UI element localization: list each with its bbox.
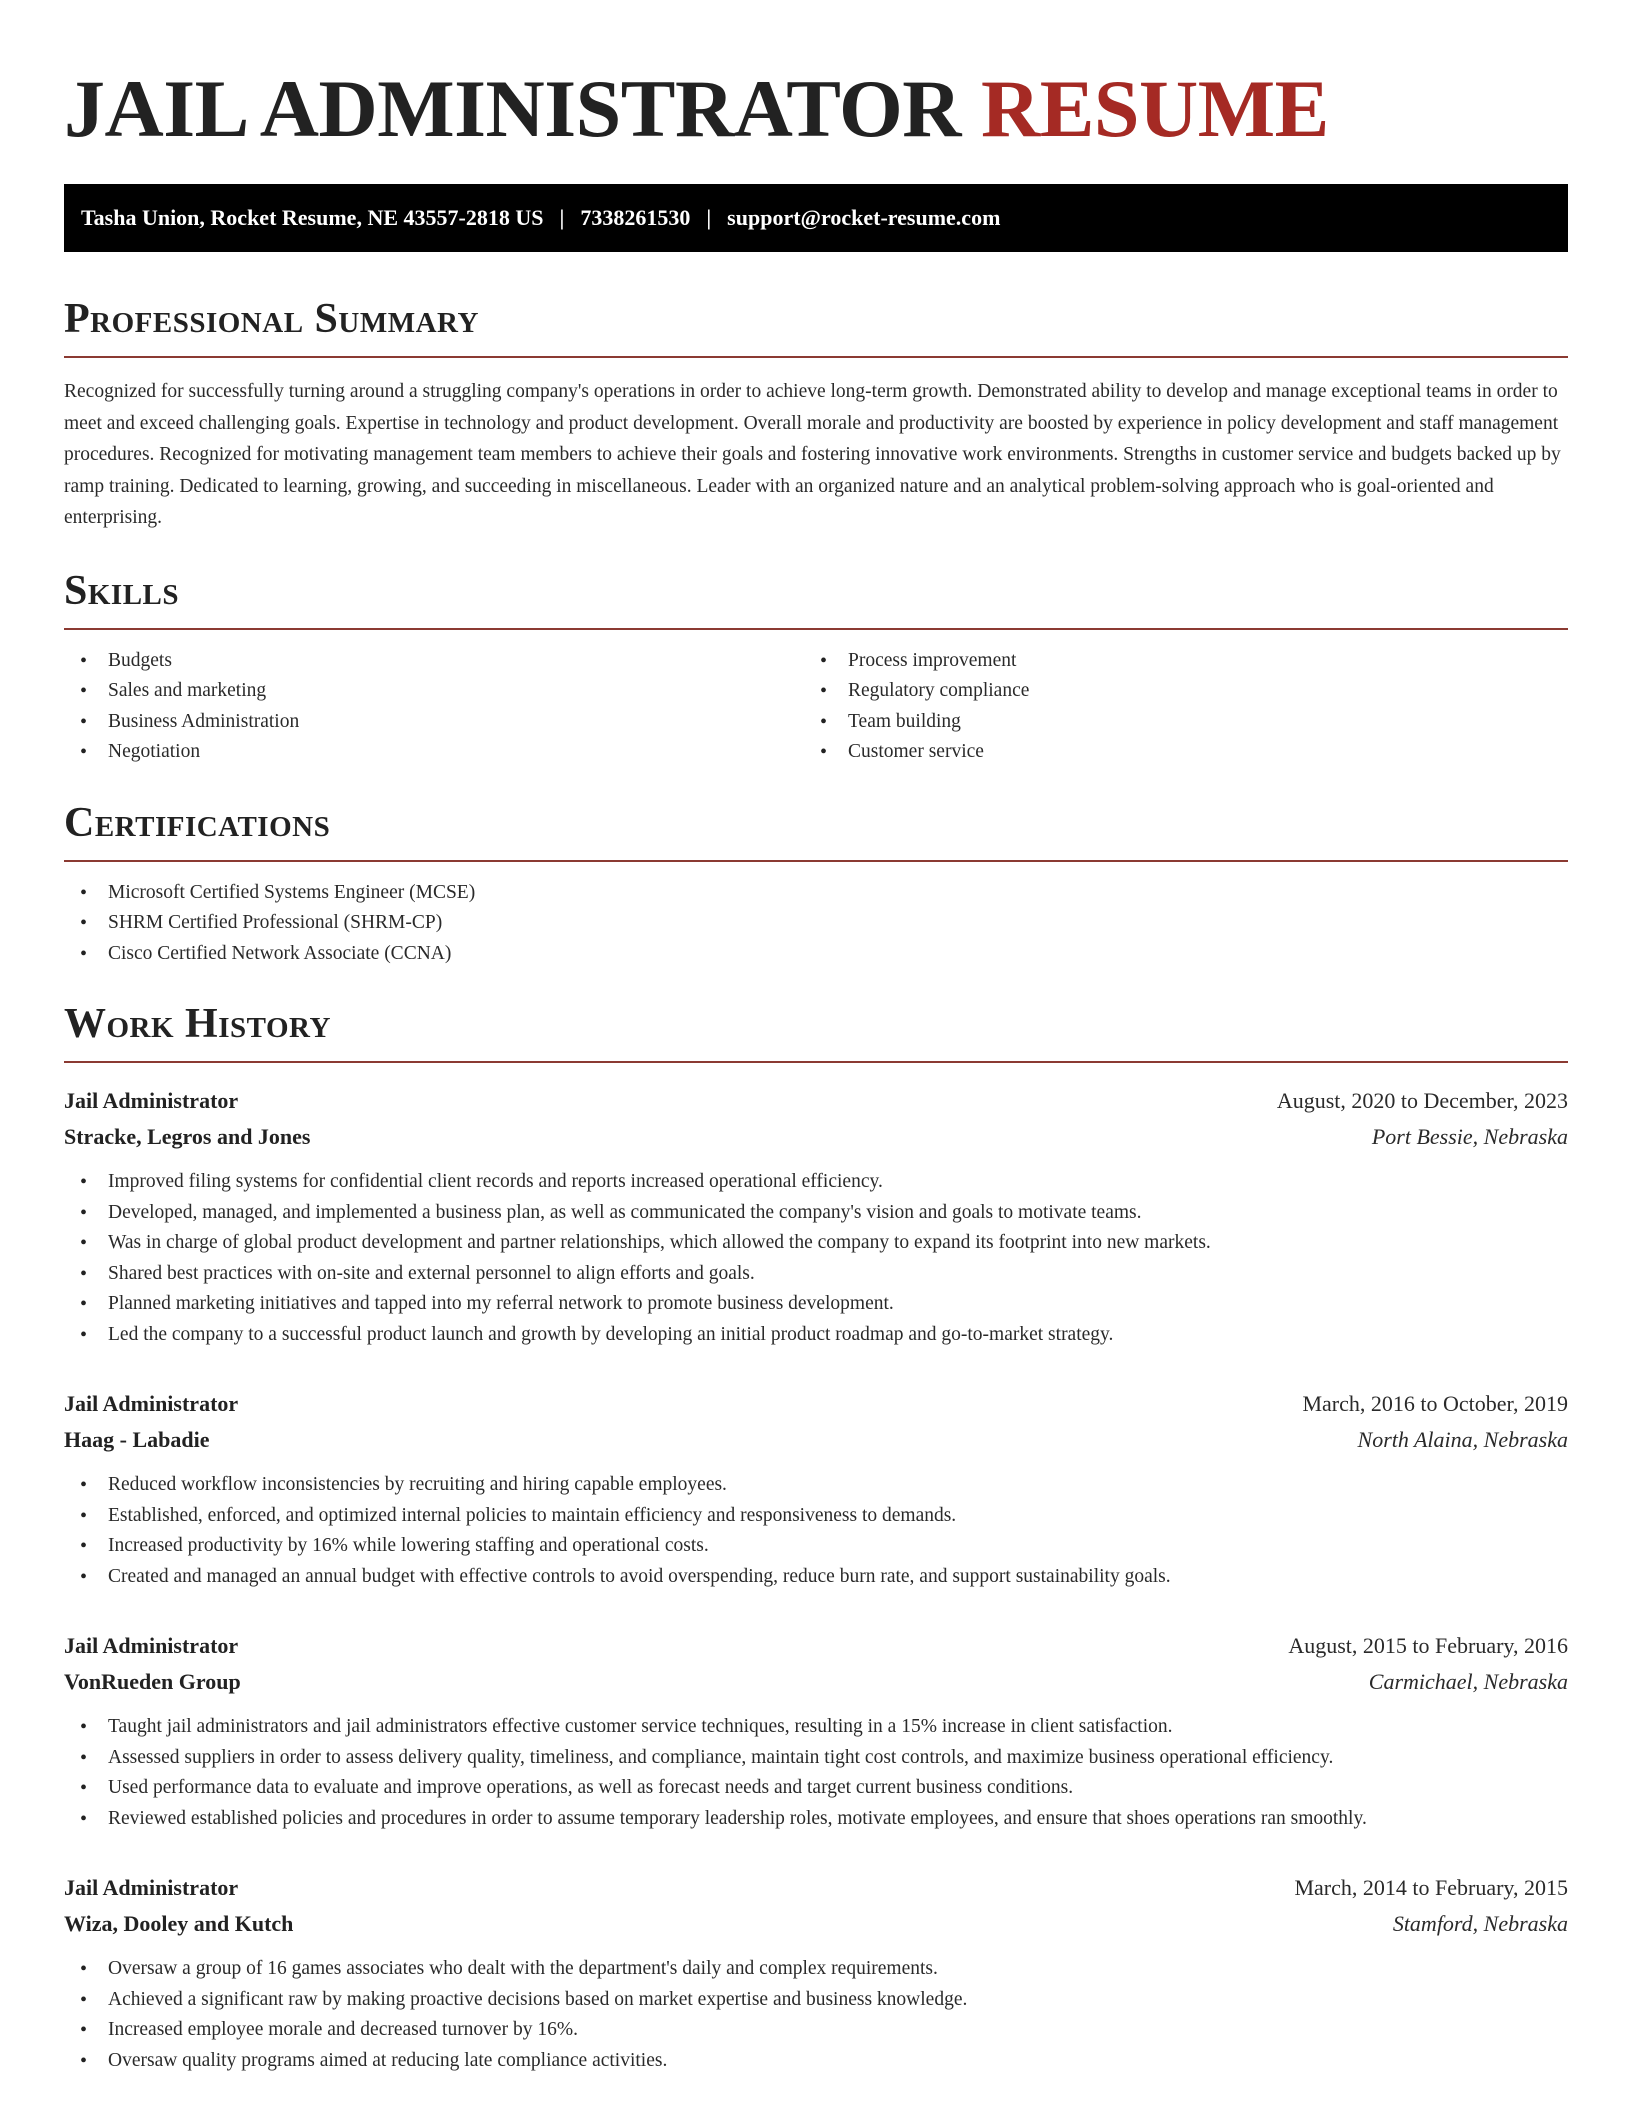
contact-separator: | — [559, 205, 565, 230]
job-company: Stracke, Legros and Jones — [64, 1124, 311, 1149]
job-bullet: • Reduced workflow inconsistencies by recruiting and hiring capable employees. — [64, 1470, 1568, 1501]
section-heading-certifications: Certifications — [64, 802, 1568, 862]
job-company: Wiza, Dooley and Kutch — [64, 1911, 294, 1936]
job-company: VonRueden Group — [64, 1669, 241, 1694]
job-bullet: • Shared best practices with on-site and external personnel to align efforts and goals. — [64, 1259, 1568, 1290]
job-company-row — [64, 1906, 1568, 1942]
job-bullet: • Used performance data to evaluate and improve operations, as well as forecast needs and target current business conditions. — [64, 1773, 1568, 1804]
job-bullet: • Created and managed an annual budget with effective controls to avoid overspending, reduce burn rate, and support sustainability goals. — [64, 1562, 1568, 1593]
skill-item: • Regulatory compliance — [804, 676, 1544, 707]
skill-item: • Team building — [804, 707, 1544, 738]
job-company-row — [64, 1422, 1568, 1458]
job-title: Jail Administrator — [64, 1088, 239, 1113]
job-header-row — [64, 1083, 1568, 1119]
job-entry — [64, 1628, 1568, 1834]
job-location: Port Bessie, Nebraska — [1371, 1124, 1568, 1149]
job-company: Haag - Labadie — [64, 1427, 210, 1452]
job-dates: August, 2015 to February, 2016 — [1288, 1633, 1568, 1658]
job-bullets — [64, 1167, 1568, 1350]
job-bullets — [64, 1954, 1568, 2076]
job-entry — [64, 1083, 1568, 1350]
job-entry — [64, 1386, 1568, 1592]
job-company-row — [64, 1119, 1568, 1155]
section-heading-summary: Professional Summary — [64, 298, 1568, 358]
job-bullet: • Developed, managed, and implemented a business plan, as well as communicated the company's vision and goals to motivate teams. — [64, 1198, 1568, 1229]
job-location: Stamford, Nebraska — [1392, 1911, 1568, 1936]
job-location: North Alaina, Nebraska — [1357, 1427, 1568, 1452]
job-bullets — [64, 1712, 1568, 1834]
certifications-section — [64, 799, 1568, 970]
job-location: Carmichael, Nebraska — [1368, 1669, 1568, 1694]
job-dates: August, 2020 to December, 2023 — [1276, 1088, 1568, 1113]
job-bullet: • Assessed suppliers in order to assess delivery quality, timeliness, and compliance, maintain tight cost controls, and maximize business operational efficiency. — [64, 1743, 1568, 1774]
skill-item: • Business Administration — [64, 707, 804, 738]
title-main: JAIL ADMINISTRATOR — [64, 63, 962, 154]
skills-list-left — [64, 646, 804, 768]
certification-item: • SHRM Certified Professional (SHRM-CP) — [64, 908, 1568, 939]
skill-item: • Customer service — [804, 737, 1544, 768]
job-entry — [64, 1870, 1568, 2076]
job-bullet: • Increased employee morale and decreased turnover by 16%. — [64, 2015, 1568, 2046]
skill-item: • Budgets — [64, 646, 804, 677]
job-header-row — [64, 1386, 1568, 1422]
summary-text: Recognized for successfully turning around a struggling company's operations in order to achieve long-term growth. Demonstrated ability to develop and manage exceptional teams in order to meet and exceed challenging goals. Expertise in technology and product development. Overall morale and productivity are boosted by experience in policy development and staff management procedures. Recognized for motivating management team members to achieve their goals and fostering innovative work environments. Strengths in customer service and budgets backed up by ramp training. Dedicated to learning, growing, and succeeding in miscellaneous. Leader with an organized nature and an analytical problem-solving approach who is goal-oriented and enterprising. — [64, 381, 1561, 528]
job-bullet: • Was in charge of global product development and partner relationships, which allowed the company to expand its footprint into new markets. — [64, 1228, 1568, 1259]
job-bullet: • Taught jail administrators and jail administrators effective customer service techniques, resulting in a 15% increase in client satisfaction. — [64, 1712, 1568, 1743]
job-bullet: • Led the company to a successful product launch and growth by developing an initial product roadmap and go-to-market strategy. — [64, 1320, 1568, 1351]
certifications-list — [64, 878, 1568, 970]
skill-item: • Sales and marketing — [64, 676, 804, 707]
skills-section — [64, 567, 1568, 768]
job-company-row — [64, 1664, 1568, 1700]
skills-list-right — [804, 646, 1544, 768]
job-header-row — [64, 1870, 1568, 1906]
contact-phone[interactable]: 7338261530 — [580, 205, 691, 230]
job-header-row — [64, 1628, 1568, 1664]
job-title: Jail Administrator — [64, 1391, 239, 1416]
contact-email[interactable]: support@rocket-resume.com — [727, 205, 1001, 230]
skill-item: • Process improvement — [804, 646, 1544, 677]
section-heading-work-history: Work History — [64, 1003, 1568, 1063]
job-bullet: • Oversaw a group of 16 games associates who dealt with the department's daily and complex requirements. — [64, 1954, 1568, 1985]
job-dates: March, 2014 to February, 2015 — [1294, 1875, 1568, 1900]
contact-address: Tasha Union, Rocket Resume, NE 43557-2818 US — [81, 205, 544, 230]
job-bullet: • Planned marketing initiatives and tapped into my referral network to promote business development. — [64, 1289, 1568, 1320]
summary-section — [64, 298, 1568, 534]
skills-grid — [64, 646, 1568, 768]
section-heading-skills: Skills — [64, 570, 1568, 630]
job-dates: March, 2016 to October, 2019 — [1302, 1391, 1568, 1416]
job-title: Jail Administrator — [64, 1633, 239, 1658]
page-title — [64, 63, 1568, 154]
skill-item: • Negotiation — [64, 737, 804, 768]
job-bullet: • Increased productivity by 16% while lowering staffing and operational costs. — [64, 1531, 1568, 1562]
title-accent: RESUME — [981, 63, 1329, 154]
certification-item: • Cisco Certified Network Associate (CCNA) — [64, 939, 1568, 970]
work-history-section — [64, 1003, 1568, 2076]
job-bullet: • Reviewed established policies and procedures in order to assume temporary leadership roles, motivate employees, and ensure that shoes operations ran smoothly. — [64, 1804, 1568, 1835]
job-bullet: • Oversaw quality programs aimed at reducing late compliance activities. — [64, 2046, 1568, 2077]
contact-separator: | — [706, 205, 712, 230]
job-bullet: • Achieved a significant raw by making proactive decisions based on market expertise and business knowledge. — [64, 1985, 1568, 2016]
certification-item: • Microsoft Certified Systems Engineer (MCSE) — [64, 878, 1568, 909]
contact-bar — [64, 184, 1568, 252]
job-bullet: • Established, enforced, and optimized internal policies to maintain efficiency and responsiveness to demands. — [64, 1501, 1568, 1532]
job-bullets — [64, 1470, 1568, 1592]
job-bullet: • Improved filing systems for confidential client records and reports increased operational efficiency. — [64, 1167, 1568, 1198]
job-title: Jail Administrator — [64, 1875, 239, 1900]
